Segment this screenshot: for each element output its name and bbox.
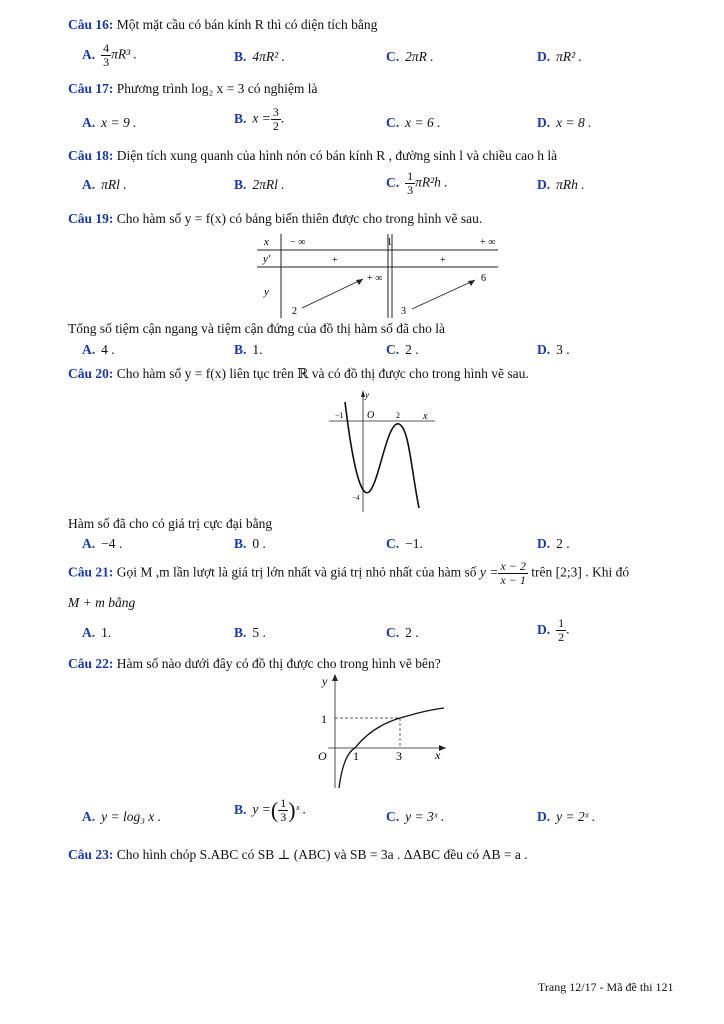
table-x-one: 1 xyxy=(387,237,392,248)
graph-x-label: x xyxy=(435,748,441,762)
table-y-label: y xyxy=(264,286,269,298)
q22-stem: Câu 22: Hàm số nào dưới đây có đồ thị được cho trong hình vẽ bên? xyxy=(68,656,441,671)
graph-tick-y1: 1 xyxy=(321,712,327,726)
q21-option-b: B. 5 . xyxy=(234,625,266,640)
table-arrow-right xyxy=(412,280,475,309)
log-graph xyxy=(308,672,448,792)
graph-y-label: y xyxy=(322,674,328,688)
q17-option-c: C. x = 6 . xyxy=(386,115,441,130)
q22-option-c: C. y = 3ˣ . xyxy=(386,809,445,824)
q18-option-a: A. πRl . xyxy=(82,177,127,192)
graph-x-label: x xyxy=(423,411,428,422)
table-y-end-value: 6 xyxy=(481,273,486,284)
table-sign-right: + xyxy=(440,255,446,266)
q17-stem: Câu 17: Phương trình log₂ x = 3 có nghiệm là xyxy=(68,81,318,96)
q19-option-a: A. 4 . xyxy=(82,342,115,357)
q22-option-a: A. y = log₃ x . xyxy=(82,809,162,824)
graph-tick-minus4: −4 xyxy=(352,494,360,502)
q20-option-a: A. −4 . xyxy=(82,536,123,551)
q22-option-b: B. y =( $\frac{1}{3}$ )ˣ . xyxy=(234,796,307,824)
q19-question: Tổng số tiệm cận ngang và tiệm cận đứng của đồ thị hàm số đã cho là xyxy=(68,321,445,336)
q18-option-b: B. 2πRl . xyxy=(234,177,285,192)
graph-y-label: y xyxy=(365,390,369,400)
q19-stem: Câu 19: Cho hàm số y = f(x) có bảng biến thiên được cho trong hình vẽ sau. xyxy=(68,211,483,226)
q22-option-d: D. y = 2ˣ . xyxy=(537,809,596,824)
q18-option-c: C. $\frac{1}{3}$ πR²h . xyxy=(386,169,448,197)
q20-option-c: C. −1. xyxy=(386,536,423,551)
cubic-graph xyxy=(325,388,440,514)
q17-option-a: A. x = 9 . xyxy=(82,115,137,130)
graph-tick-minus1: −1 xyxy=(335,411,344,420)
cubic-curve xyxy=(345,402,419,508)
page-footer: Trang 12/17 - Mã đề thi 121 xyxy=(538,980,674,994)
q18-stem: Câu 18: Diện tích xung quanh của hình nón có bán kính R , đường sinh l và chiều cao h là xyxy=(68,148,558,163)
q21-option-a: A. 1. xyxy=(82,625,112,640)
table-y-right-value: 3 xyxy=(401,306,406,317)
q20-option-b: B. 0 . xyxy=(234,536,266,551)
q20-option-d: D. 2 . xyxy=(537,536,570,551)
q16-stem: Câu 16: Một mặt cầu có bán kính R thì có diện tích bằng xyxy=(68,17,378,32)
q19-option-c: C. 2 . xyxy=(386,342,419,357)
q16-option-b: B. 4πR² . xyxy=(234,49,285,64)
q18-option-d: D. πRh . xyxy=(537,177,585,192)
graph-origin-label: O xyxy=(367,410,375,421)
q17-option-b: B. x = $\frac{3}{2}$ . xyxy=(234,105,285,133)
q21-option-c: C. 2 . xyxy=(386,625,419,640)
table-x-label: x xyxy=(264,236,269,248)
q20-stem: Câu 20: Cho hàm số y = f(x) liên tục trên ℝ và có đồ thị được cho trong hình vẽ sau. xyxy=(68,366,529,381)
table-y-upper-limit: + ∞ xyxy=(367,273,383,284)
variation-table xyxy=(255,232,505,320)
table-arrow-left xyxy=(302,279,363,308)
q23-stem: Câu 23: Cho hình chóp S.ABC có SB ⊥ (ABC) và SB = 3a . ΔABC đều có AB = a . xyxy=(68,847,528,862)
table-sign-left: + xyxy=(332,255,338,266)
graph-tick-x1: 1 xyxy=(353,749,359,763)
q21-stem: Câu 21: Gọi M ,m lần lượt là giá trị lớn nhất và giá trị nhỏ nhất của hàm số y = $\frac{x - 2}{x - 1}$ trên [2;3] . Khi đó xyxy=(68,559,630,587)
graph-tick-2: 2 xyxy=(396,411,400,420)
q21-option-d: D. $\frac{1}{2}$ . xyxy=(537,616,570,644)
q16-option-d: D. πR² . xyxy=(537,49,582,64)
q19-option-d: D. 3 . xyxy=(537,342,570,357)
q16-option-a: A. $\frac{4}{3}$ πR³ . xyxy=(82,41,137,69)
table-minus-inf: − ∞ xyxy=(290,237,306,248)
q19-option-b: B. 1. xyxy=(234,342,263,357)
table-plus-inf: + ∞ xyxy=(480,237,496,248)
q16-option-c: C. 2πR . xyxy=(386,49,434,64)
q21-stem-line2: M + m bằng xyxy=(68,595,136,610)
table-yprime-label: y' xyxy=(263,253,271,265)
graph-tick-x3: 3 xyxy=(396,749,402,763)
table-y-left-value: 2 xyxy=(292,306,297,317)
q17-option-d: D. x = 8 . xyxy=(537,115,592,130)
q20-question: Hàm số đã cho có giá trị cực đại bằng xyxy=(68,516,273,531)
graph-origin-label: O xyxy=(318,749,327,763)
